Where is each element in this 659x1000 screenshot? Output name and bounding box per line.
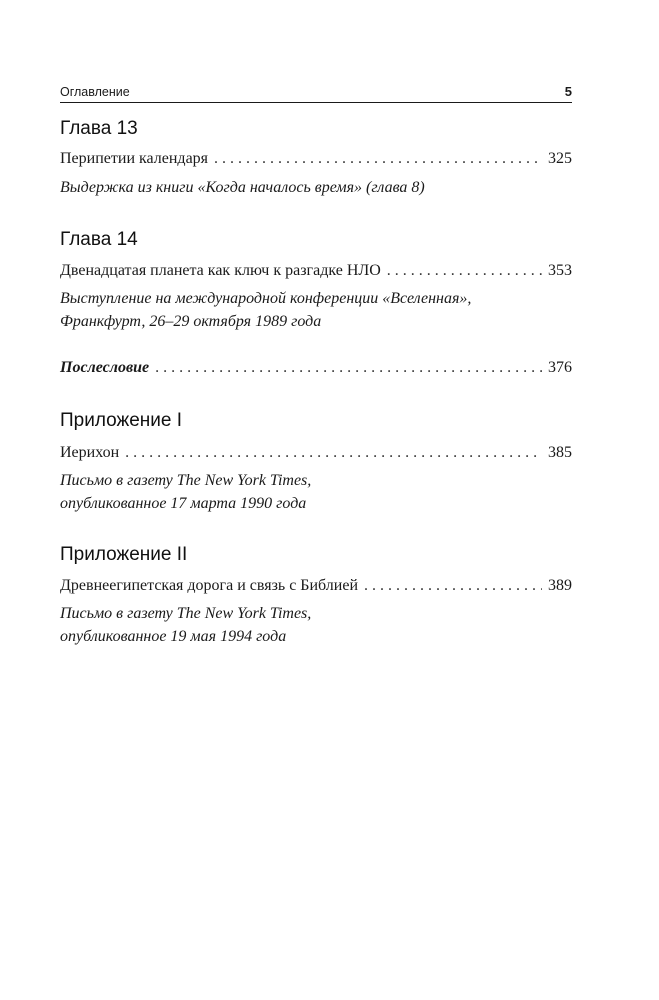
- toc-entry-jericho[interactable]: [60, 442, 572, 464]
- toc-entry-note: [60, 287, 572, 333]
- page-number: 5: [564, 84, 572, 99]
- running-header: [60, 84, 572, 103]
- note-line: опубликованное 19 мая 1994 года: [60, 628, 287, 645]
- note-line: Выступление на международной конференции «Вселенная»,: [60, 290, 472, 307]
- leader-dots: [364, 575, 542, 597]
- appendix-title-2: Приложение II: [60, 544, 188, 565]
- toc-entry-page: 353: [548, 262, 572, 279]
- note-line: Франкфурт, 26–29 октября 1989 года: [60, 313, 322, 330]
- toc-entry-title: Двенадцатая планета как ключ к разгадке НЛО: [60, 262, 381, 279]
- chapter-title-14: Глава 14: [60, 229, 138, 250]
- toc-entry-afterword[interactable]: [60, 357, 572, 379]
- leader-dots: [155, 357, 542, 379]
- toc-entry-page: 325: [548, 150, 572, 167]
- appendix-title-1: Приложение I: [60, 410, 182, 431]
- toc-entry-calendar[interactable]: [60, 148, 572, 170]
- toc-entry-title: Перипетии календаря: [60, 150, 209, 167]
- leader-dots: [214, 148, 542, 170]
- note-line: Выдержка из книги «Когда началось время» (глава 8): [60, 179, 425, 196]
- toc-entry-page: 376: [548, 359, 572, 376]
- toc-entry-egyptian-road[interactable]: [60, 575, 572, 597]
- toc-entry-page: 389: [548, 577, 572, 594]
- toc-entry-title: Послесловие: [60, 359, 150, 376]
- leader-dots: [125, 442, 542, 464]
- header-title: Оглавление: [60, 85, 130, 99]
- chapter-title-13: Глава 13: [60, 118, 138, 139]
- note-line: Письмо в газету The New York Times,: [60, 472, 312, 489]
- leader-dots: [387, 260, 542, 282]
- toc-entry-title: Древнеегипетская дорога и связь с Библией: [60, 577, 358, 594]
- toc-entry-note: [60, 469, 572, 515]
- note-line: Письмо в газету The New York Times,: [60, 605, 312, 622]
- toc-entry-title: Иерихон: [60, 444, 120, 461]
- toc-entry-note: [60, 176, 572, 199]
- toc-entry-twelfth-planet[interactable]: [60, 260, 572, 282]
- toc-entry-page: 385: [548, 444, 572, 461]
- toc-entry-note: [60, 602, 572, 648]
- note-line: опубликованное 17 марта 1990 года: [60, 495, 307, 512]
